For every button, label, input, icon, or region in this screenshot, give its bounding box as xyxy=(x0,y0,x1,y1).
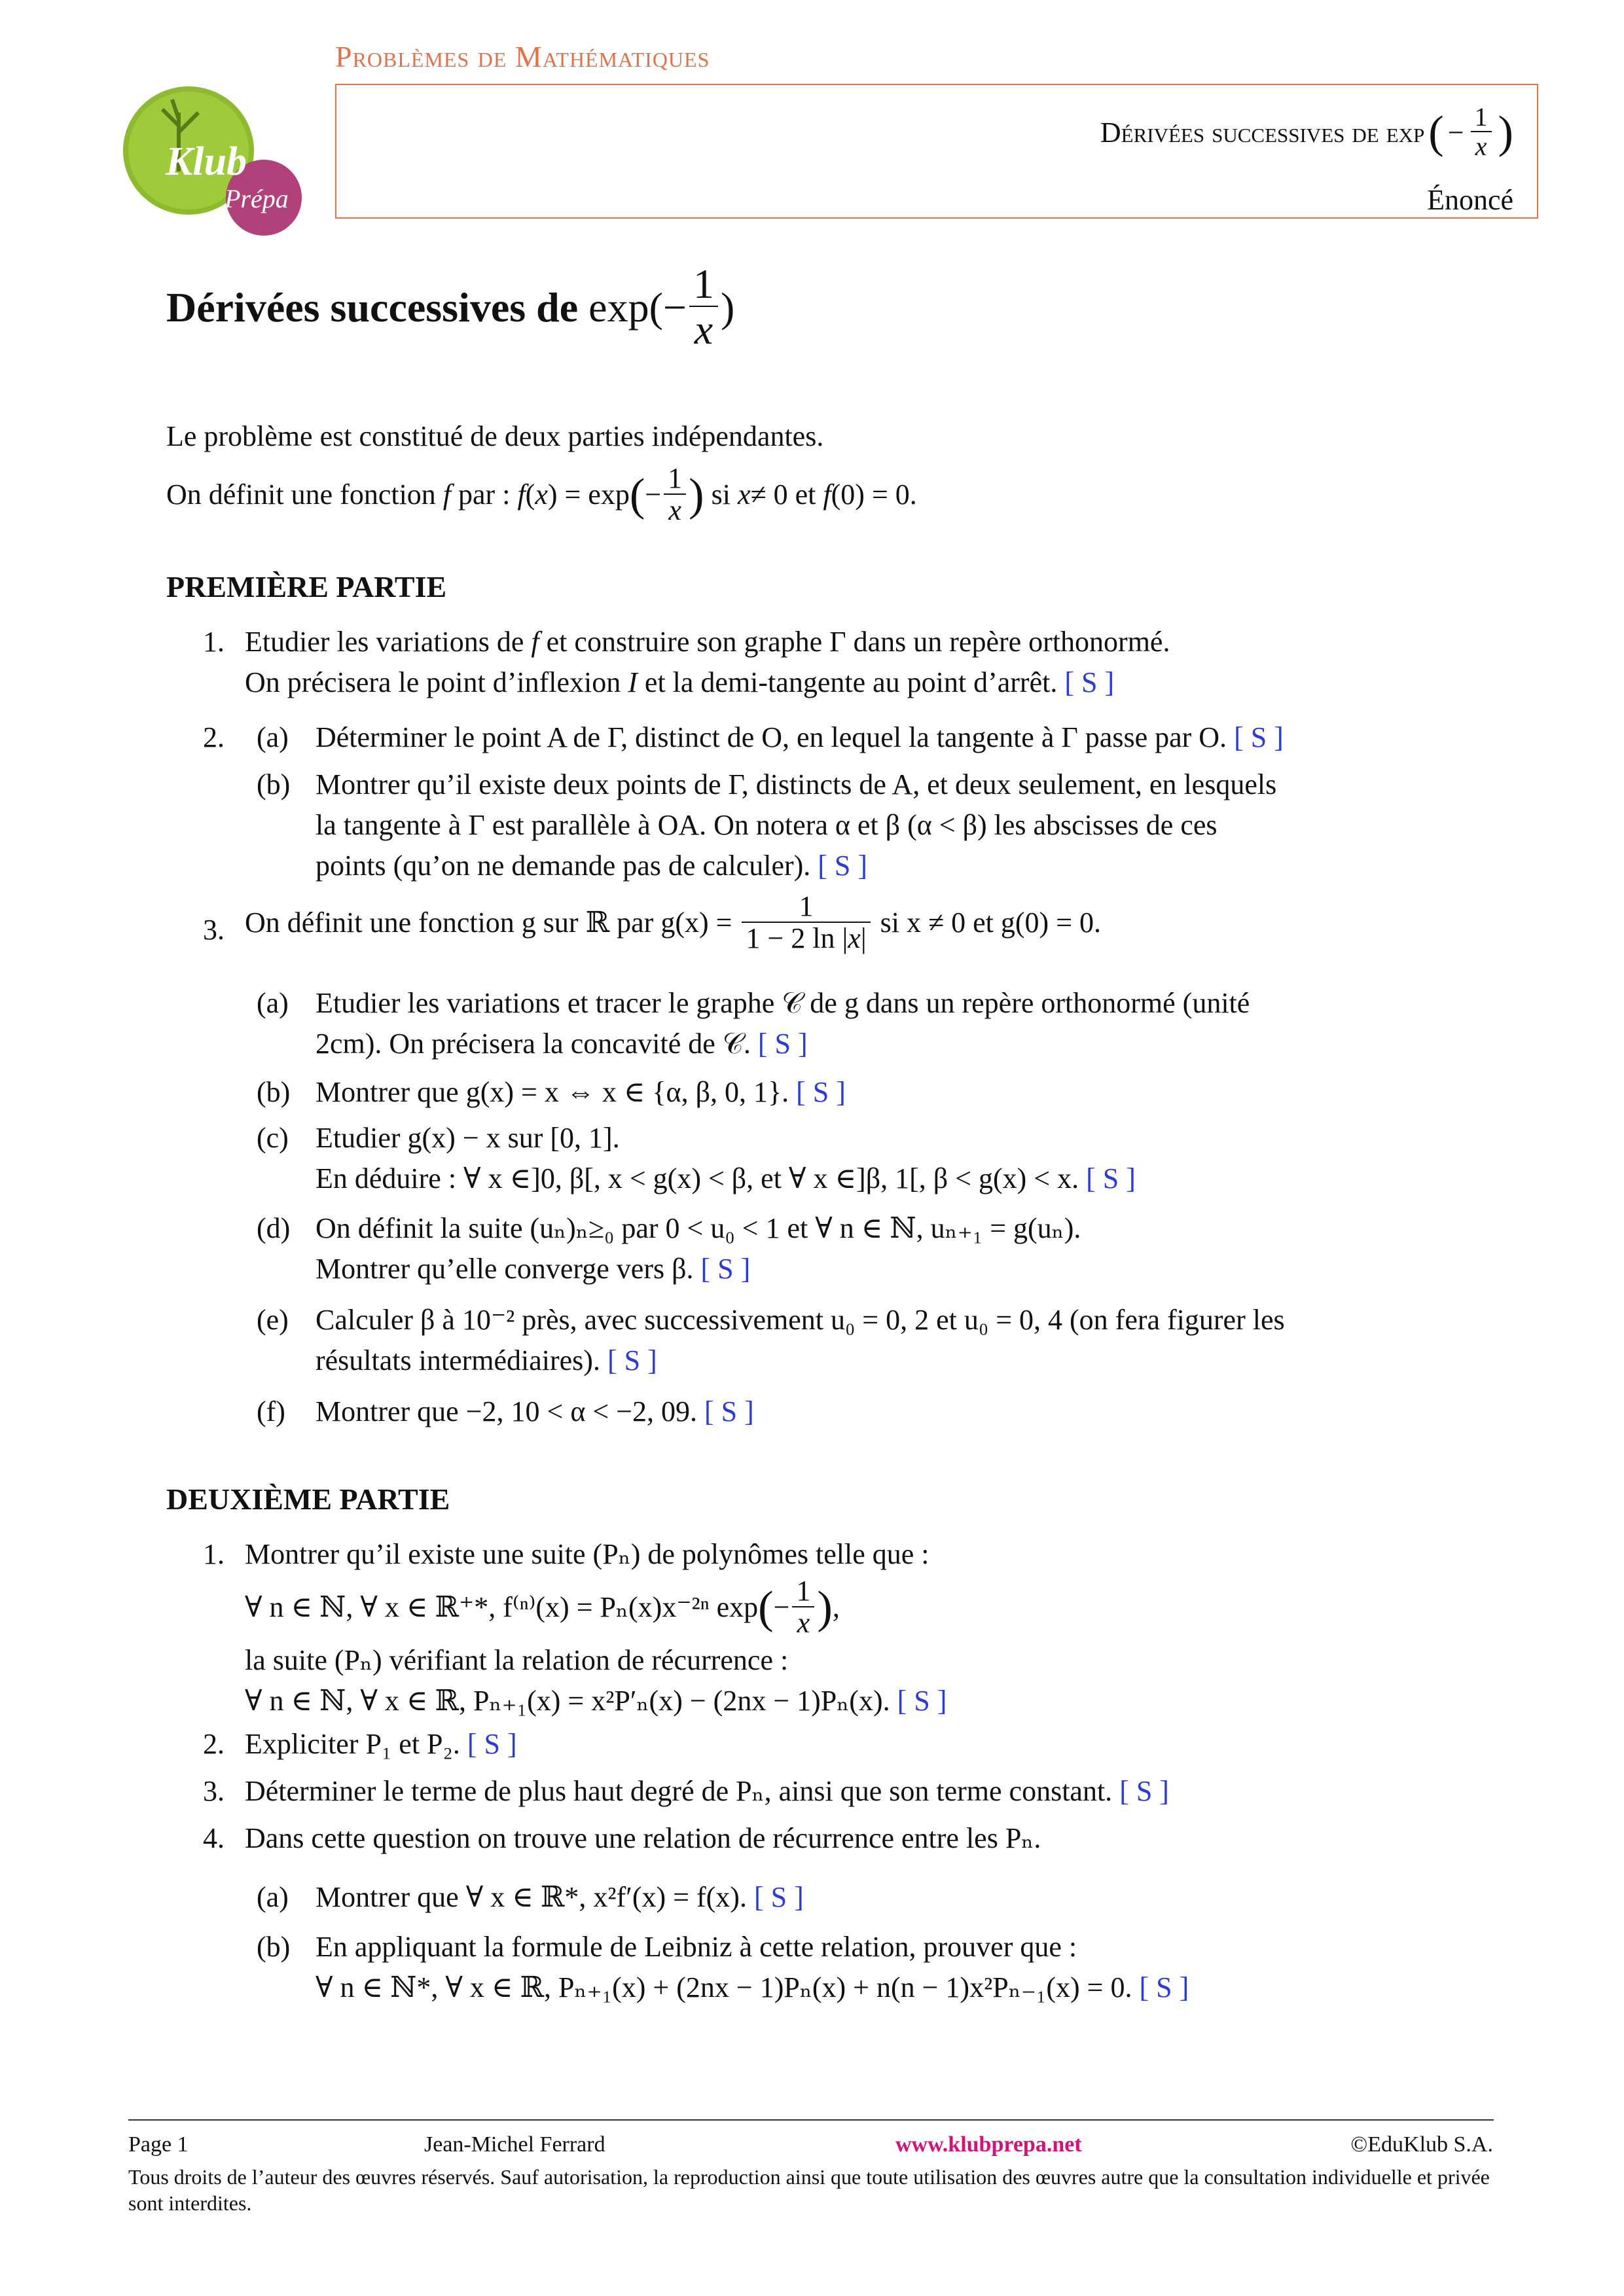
solution-link[interactable]: [ S ] xyxy=(607,1344,657,1376)
solution-link[interactable]: [ S ] xyxy=(1119,1775,1169,1807)
p2-q4: Dans cette question on trouve une relation de récurrence entre les Pₙ. xyxy=(245,1822,1041,1854)
footer-author: Jean-Michel Ferrard xyxy=(424,2132,605,2157)
solution-link[interactable]: [ S ] xyxy=(467,1728,517,1760)
solution-link[interactable]: [ S ] xyxy=(818,850,868,882)
p2-q4a: Montrer que ∀ x ∈ ℝ*, x²f′(x) = f(x). [ S ] xyxy=(316,1881,804,1913)
part2-heading: DEUXIÈME PARTIE xyxy=(166,1482,450,1516)
svg-text:Prépa: Prépa xyxy=(225,184,289,213)
footer-page: Page 1 xyxy=(128,2132,189,2157)
solution-link[interactable]: [ S ] xyxy=(753,1881,804,1913)
p1-q3e: Calculer β à 10⁻² près, avec successivement u₀ = 0, 2 et u₀ = 0, 4 (on fera figurer les résultats intermédiaires). [ S ] xyxy=(316,1304,1285,1376)
solution-link[interactable]: [ S ] xyxy=(704,1395,754,1427)
solution-link[interactable]: [ S ] xyxy=(796,1076,846,1108)
solution-link[interactable]: [ S ] xyxy=(1139,1971,1189,2003)
svg-text:Klub: Klub xyxy=(166,139,247,184)
solution-link[interactable]: [ S ] xyxy=(897,1685,947,1717)
solution-link[interactable]: [ S ] xyxy=(1086,1162,1136,1194)
klubprepa-logo xyxy=(117,73,313,237)
part1-heading: PREMIÈRE PARTIE xyxy=(166,570,447,603)
p1-q1-number: 1. xyxy=(203,626,225,658)
p1-q3f: Montrer que −2, 10 < α < −2, 09. [ S ] xyxy=(316,1395,754,1427)
footer-rule xyxy=(128,2119,1494,2121)
p1-q3c: Etudier g(x) − x sur [0, 1]. En déduire : ∀ x ∈]0, β[, x < g(x) < β, et ∀ x ∈]β, 1[, β < g(x) < x. [ S ] xyxy=(316,1122,1136,1194)
p1-q1: Etudier les variations de f et construire son graphe Γ dans un repère orthonormé. On précisera le point d’inflexion I et la demi-tangente au point d’arrêt. [ S ] xyxy=(245,626,1170,698)
p2-q3: Déterminer le terme de plus haut degré de Pₙ, ainsi que son terme constant. [ S ] xyxy=(245,1775,1169,1807)
p1-q2b: Montrer qu’il existe deux points de Γ, distincts de A, et deux seulement, en lesquels la tangente à Γ est parallèle à OA. On notera α et β (α < β) les abscisses de ces points (qu’on ne demande pas de calculer). [ S ] xyxy=(316,768,1277,882)
series-title: Problèmes de Mathématiques xyxy=(335,40,710,73)
intro-line2: On définit une fonction f par : f ( x ) = exp ( − $\frac{1}{x}$ ) si x ≠ 0 et f (0) = 0. xyxy=(166,462,917,527)
page-title: Dérivées successives de exp(− $\frac{1}{x}$ ) xyxy=(166,260,735,353)
p1-q2a: Déterminer le point A de Γ, distinct de O, en lequel la tangente à Γ passe par O. [ S ] xyxy=(316,721,1284,753)
p2-q4b: En appliquant la formule de Leibniz à cette relation, prouver que : ∀ n ∈ ℕ*, ∀ x ∈ ℝ, Pₙ₊₁(x) + (2nx − 1)Pₙ(x) + n(n − 1)x²Pₙ₋₁(x) = 0. [ S ] xyxy=(316,1931,1189,2003)
header-doc-title: Dérivées successives de exp ( − $\frac{1}{x}$ ) xyxy=(1100,102,1513,161)
solution-link[interactable]: [ S ] xyxy=(1234,721,1284,753)
header-box xyxy=(335,84,1538,219)
footer-rights: Tous droits de l’auteur des œuvres réservés. Sauf autorisation, la reproduction ainsi que toute utilisation des œuvres autre que la consultation individuelle et privée sont interdites. xyxy=(128,2165,1490,2215)
intro-line1: Le problème est constitué de deux parties indépendantes. xyxy=(166,420,824,452)
solution-link[interactable]: [ S ] xyxy=(1064,666,1115,698)
solution-link[interactable]: [ S ] xyxy=(700,1253,751,1285)
p1-q3b: Montrer que g(x) = x ⇔ x ∈ {α, β, 0, 1}. [ S ] xyxy=(316,1076,846,1108)
solution-link[interactable]: [ S ] xyxy=(757,1028,808,1060)
p2-q1: Montrer qu’il existe une suite (Pₙ) de polynômes telle que : ∀ n ∈ ℕ, ∀ x ∈ ℝ⁺*, f⁽ⁿ⁾(x) = Pₙ(x)x⁻²ⁿ exp ( − $\frac{1}{x}$ ) , la suite (Pₙ) vérifiant la relation de récurrence : ∀ n ∈ ℕ, ∀ x ∈ ℝ, Pₙ₊₁(x) = x²P′ₙ(x) − (2nx − 1)Pₙ(x). [ S ] xyxy=(245,1538,947,1717)
p1-q3d: On définit la suite (uₙ)ₙ≥₀ par 0 < u₀ < 1 et ∀ n ∈ ℕ, uₙ₊₁ = g(uₙ). Montrer qu’elle converge vers β. [ S ] xyxy=(316,1212,1081,1285)
p1-q3a: Etudier les variations et tracer le graphe 𝒞 de g dans un repère orthonormé (unité 2cm). On précisera la concavité de 𝒞. [ S ] xyxy=(316,987,1250,1060)
p1-q3: On définit une fonction g sur ℝ par g(x) = $\frac{1}{1 - 2 \ln |x|}$ si x ≠ 0 et g(0) = 0. xyxy=(245,890,1102,955)
p2-q2: Expliciter P₁ et P₂. [ S ] xyxy=(245,1728,517,1760)
footer-url[interactable]: www.klubprepa.net xyxy=(895,2132,1082,2157)
header-part: Énoncé xyxy=(1427,184,1513,216)
footer-copyright: ©EduKlub S.A. xyxy=(1350,2132,1493,2157)
